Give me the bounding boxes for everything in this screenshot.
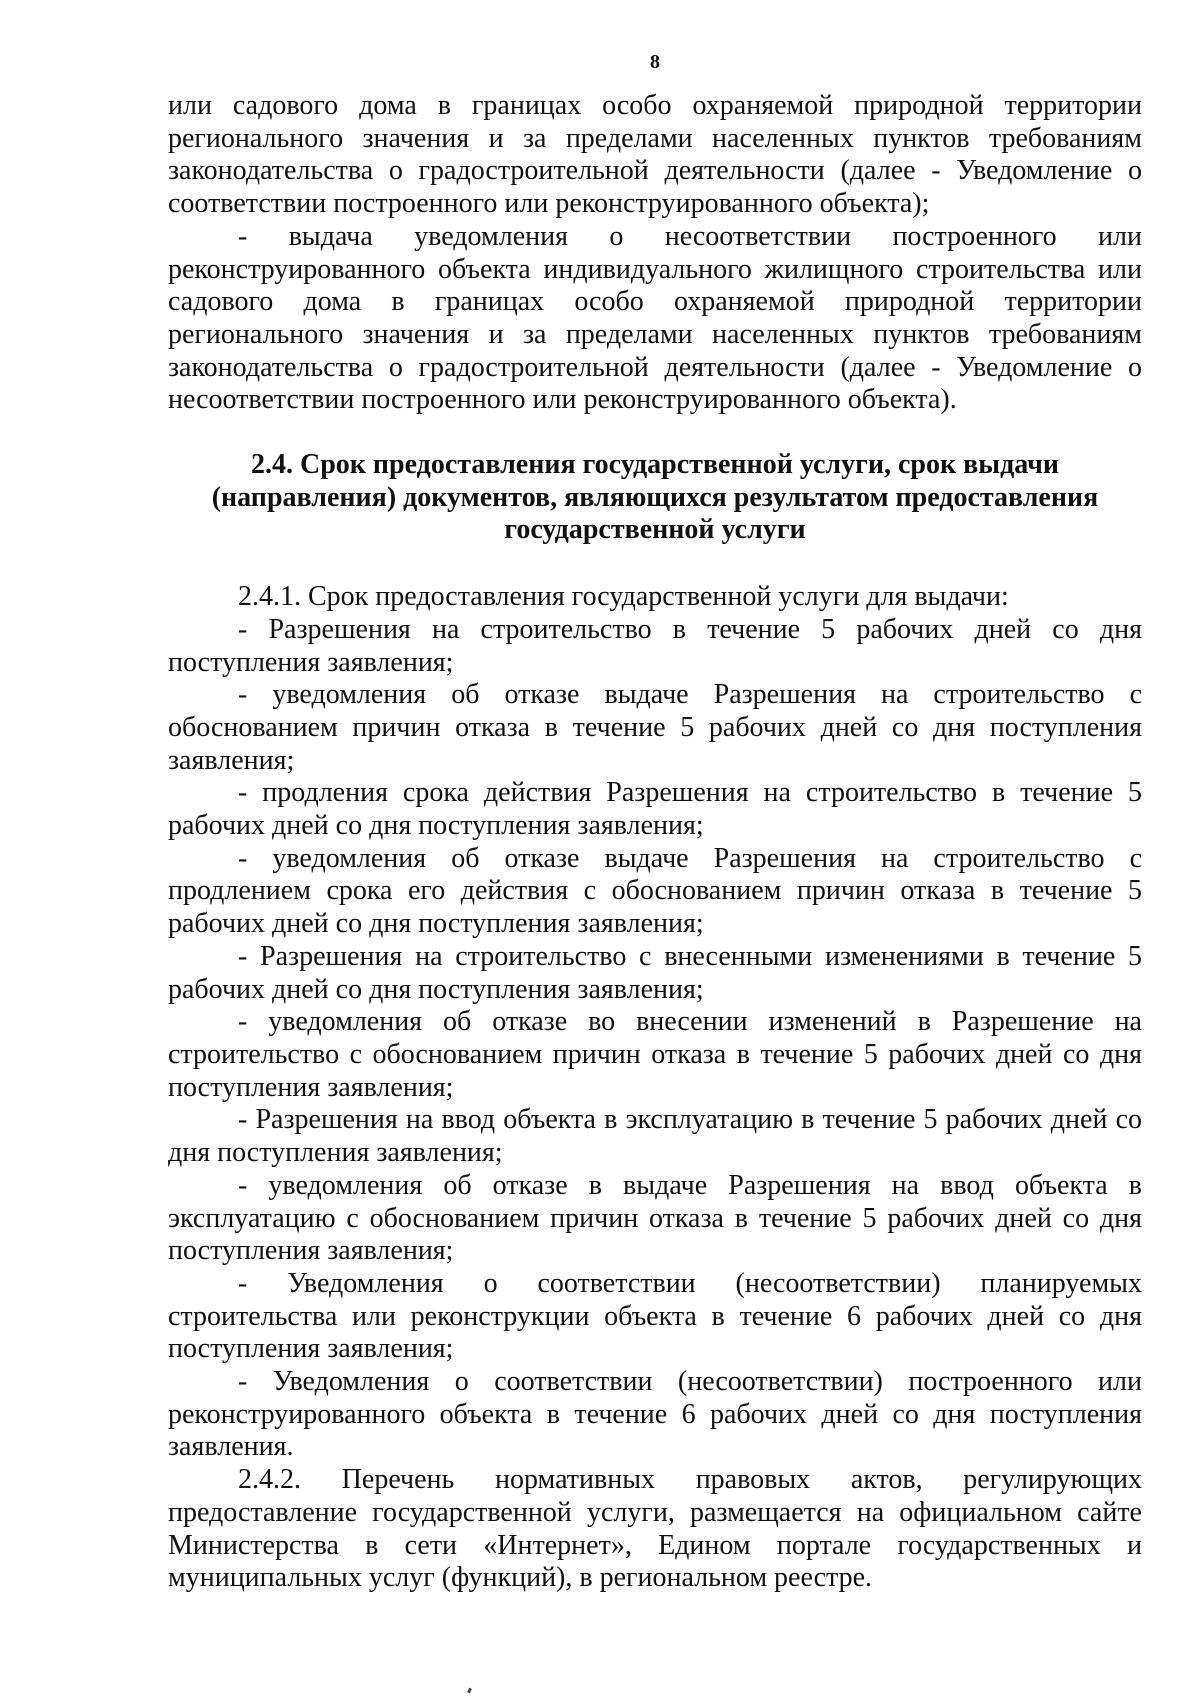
page-number: 8: [650, 51, 660, 73]
list-item-permit-amended: - Разрешения на строительство с внесенными изменениями в течение 5 рабочих дней со дня поступления заявления;: [168, 940, 1142, 1005]
document-page: [168, 50, 1142, 1595]
list-item-planned-conformity-notice: - Уведомления о соответствии (несоответствии) планируемых строительства или реконструкции объекта в течение 6 рабочих дней со дня поступления заявления;: [168, 1267, 1142, 1365]
list-item-commissioning-permit: - Разрешения на ввод объекта в эксплуатацию в течение 5 рабочих дней со дня поступления заявления;: [168, 1104, 1142, 1169]
list-item-extension-refusal: - уведомления об отказе выдаче Разрешения на строительство с продлением срока его действия с обоснованием причин отказа в течение 5 рабочих дней со дня поступления заявления;: [168, 842, 1142, 940]
scan-speck: [467, 1688, 472, 1694]
list-item-permit-extension: - продления срока действия Разрешения на строительство в течение 5 рабочих дней со дня поступления заявления;: [168, 777, 1142, 842]
body-text-bottom: [168, 581, 1142, 1595]
list-item-permit-refusal: - уведомления об отказе выдаче Разрешения на строительство с обоснованием причин отказа в течение 5 рабочих дней со дня поступления заявления;: [168, 679, 1142, 776]
heading-line-1: 2.4. Срок предоставления государственной услуги, срок выдачи: [250, 449, 1060, 481]
section-heading-2-4: [168, 449, 1142, 547]
list-item-amendment-refusal: - уведомления об отказе во внесении изменений в Разрешение на строительство с обоснованием причин отказа в течение 5 рабочих дней со дня поступления заявления;: [168, 1006, 1142, 1103]
list-item-permit: - Разрешения на строительство в течение 5 рабочих дней со дня поступления заявления;: [168, 613, 1142, 678]
paragraph-2-4-1-intro: 2.4.1. Срок предоставления государственной услуги для выдачи:: [238, 581, 1009, 613]
paragraph-notice-nonconformity: - выдача уведомления о несоответствии построенного или реконструированного объекта индивидуального жилищного строительства или садового дома в границах особо охраняемой природной территории регионального значения и за пределами населенных пунктов требованиям законодательства о градостроительной деятельности (далее - Уведомление о несоответствии построенного или реконструированного объекта).: [168, 220, 1142, 416]
paragraph-continuation: или садового дома в границах особо охраняемой природной территории регионального значения и за пределами населенных пунктов требованиям законодательства о градостроительной деятельности (далее - Уведомление о соответствии построенного или реконструированного объекта);: [168, 90, 1142, 220]
list-item-built-conformity-notice: - Уведомления о соответствии (несоответствии) построенного или реконструированного объекта в течение 6 рабочих дней со дня поступления заявления.: [168, 1366, 1142, 1463]
heading-line-2: (направления) документов, являющихся результатом предоставления: [211, 481, 1099, 513]
body-text-top: [168, 90, 1142, 417]
list-item-commissioning-refusal: - уведомления об отказе в выдаче Разрешения на ввод объекта в эксплуатацию с обоснованием причин отказа в течение 5 рабочих дней со дня поступления заявления;: [168, 1169, 1142, 1267]
heading-line-3: государственной услуги: [504, 514, 806, 546]
paragraph-2-4-2: 2.4.2. Перечень нормативных правовых актов, регулирующих предоставление государственной услуги, размещается на официальном сайте Министерства в сети «Интернет», Едином портале государственных и муниципальных услуг (функций), в региональном реестре.: [168, 1464, 1142, 1594]
